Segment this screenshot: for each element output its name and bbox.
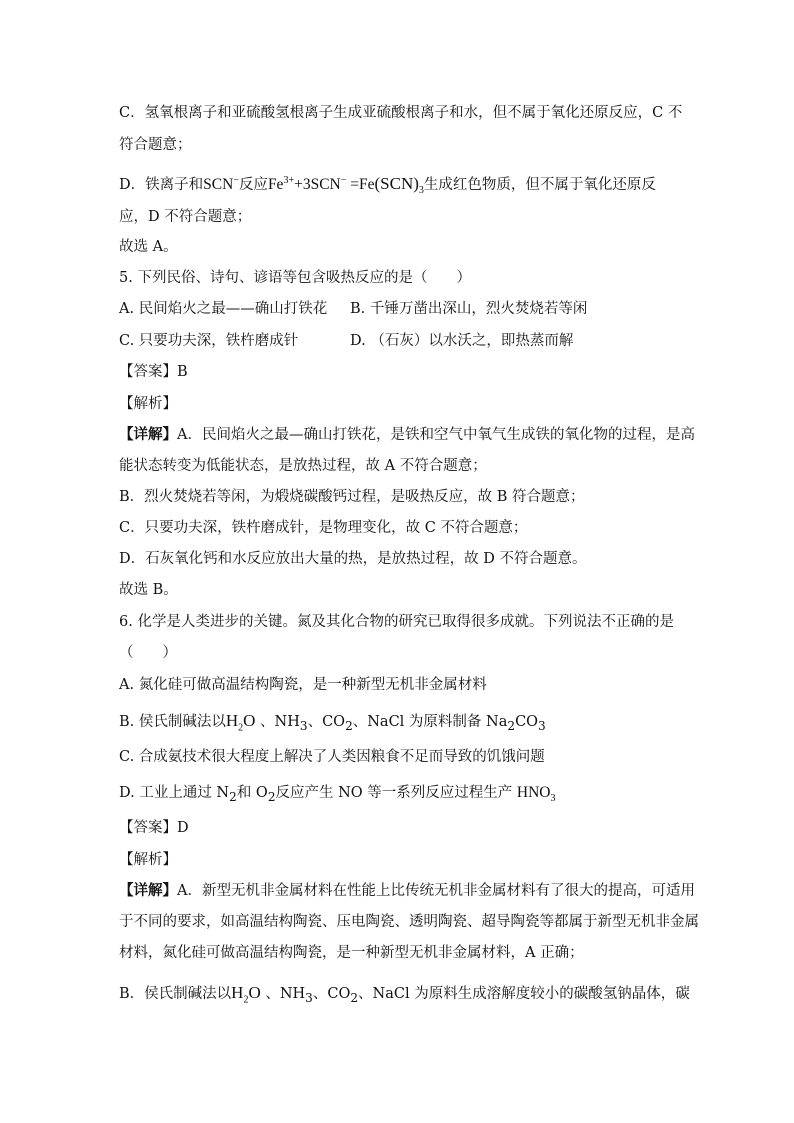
text-fragment: D．铁离子和 [119,177,204,194]
option-c: C. 只要功夫深，铁杵磨成针 [119,333,299,349]
text-line: 故选 A。 [119,239,178,255]
chem-equation: $Fe^{3+}+3SCN^- =Fe(SCN)_3$ [267,174,424,197]
chem-scn: SCN− [203,175,239,194]
text-line: 于不同的要求，如高温结构陶瓷、压电陶瓷、透明陶瓷、超导陶瓷等都属于新型无机非金属 [119,914,699,930]
detail-label: 【详解】 [119,882,177,899]
detail-line: 【详解】A．民间焰火之最—确山打铁花，是铁和空气中氧气生成铁的氧化物的过程，是高 [119,426,695,443]
text-line: 应，D 不符合题意； [119,209,252,225]
question-5-stem: 5. 下列民俗、诗句、谚语等包含吸热反应的是（ ） [119,270,471,286]
option-b: B. 侯氏制碱法以$H_2O$ 、$NH_3$、$CO_2$、NaCl 为原料制备 $Na_2CO_3$ [119,711,546,734]
text-line: B．烈火焚烧若等闲，为煅烧碳酸钙过程，是吸热反应，故 B 符合题意； [119,489,585,505]
question-5-options-cd [119,331,679,351]
text-line: 故选 B。 [119,582,178,598]
analysis-label: 【解析】 [119,396,177,412]
analysis-label: 【解析】 [119,852,177,868]
option-d: D. 工业上通过 $N_2$和 $O_2$反应产生 NO 等一系列反应过程生产 $HNO_3$ [119,784,556,805]
question-6-stem-cont: （ ） [119,645,177,661]
option-c: C. 合成氨技术很大程度上解决了人类因粮食不足而导致的饥饿问题 [119,749,545,765]
option-d: D. （石灰）以水沃之，即热蒸而解 [350,333,574,349]
text-line: C．氢氧根离子和亚硫酸氢根离子生成亚硫酸根离子和水，但不属于氧化还原反应，C 不 [119,105,683,121]
text-line: 材料，氮化硅可做高温结构陶瓷，是一种新型无机非金属材料，A 正确； [119,945,584,961]
text-line: C．只要功夫深，铁杵磨成针，是物理变化，故 C 不符合题意； [119,520,528,536]
detail-label: 【详解】 [119,426,177,443]
option-b: B. 千锤万凿出深山，烈火焚烧若等闲 [350,301,588,317]
text-fragment: 生成红色物质，但不属于氧化还原反 [423,177,656,194]
text-fragment: 反应 [238,177,268,194]
answer-label: 【答案】B [119,364,188,380]
text-line-with-formula: B．侯氏制碱法以$H_2O$ 、$NH_3$、$CO_2$、NaCl 为原料生成溶解度较小的碳酸氢钠晶体，碳 [119,983,690,1006]
text-line: 能状态转变为低能状态，是放热过程，故 A 不符合题意； [119,458,487,474]
text-line: D．石灰氧化钙和水反应放出大量的热，是放热过程，故 D 不符合题意。 [119,551,587,567]
question-6-stem: 6. 化学是人类进步的关键。氮及其化合物的研究已取得很多成就。下列说法不正确的是 [119,614,674,630]
text-line-with-equation [119,171,679,201]
text-line: 符合题意； [119,137,192,153]
detail-line: 【详解】A．新型无机非金属材料在性能上比传统无机非金属材料有了很大的提高，可适用 [119,882,695,899]
option-a: A. 民间焰火之最——确山打铁花 [119,301,328,317]
question-5-options-ab [119,299,679,319]
option-a: A. 氮化硅可做高温结构陶瓷，是一种新型无机非金属材料 [119,677,487,693]
answer-label: 【答案】D [119,820,189,836]
